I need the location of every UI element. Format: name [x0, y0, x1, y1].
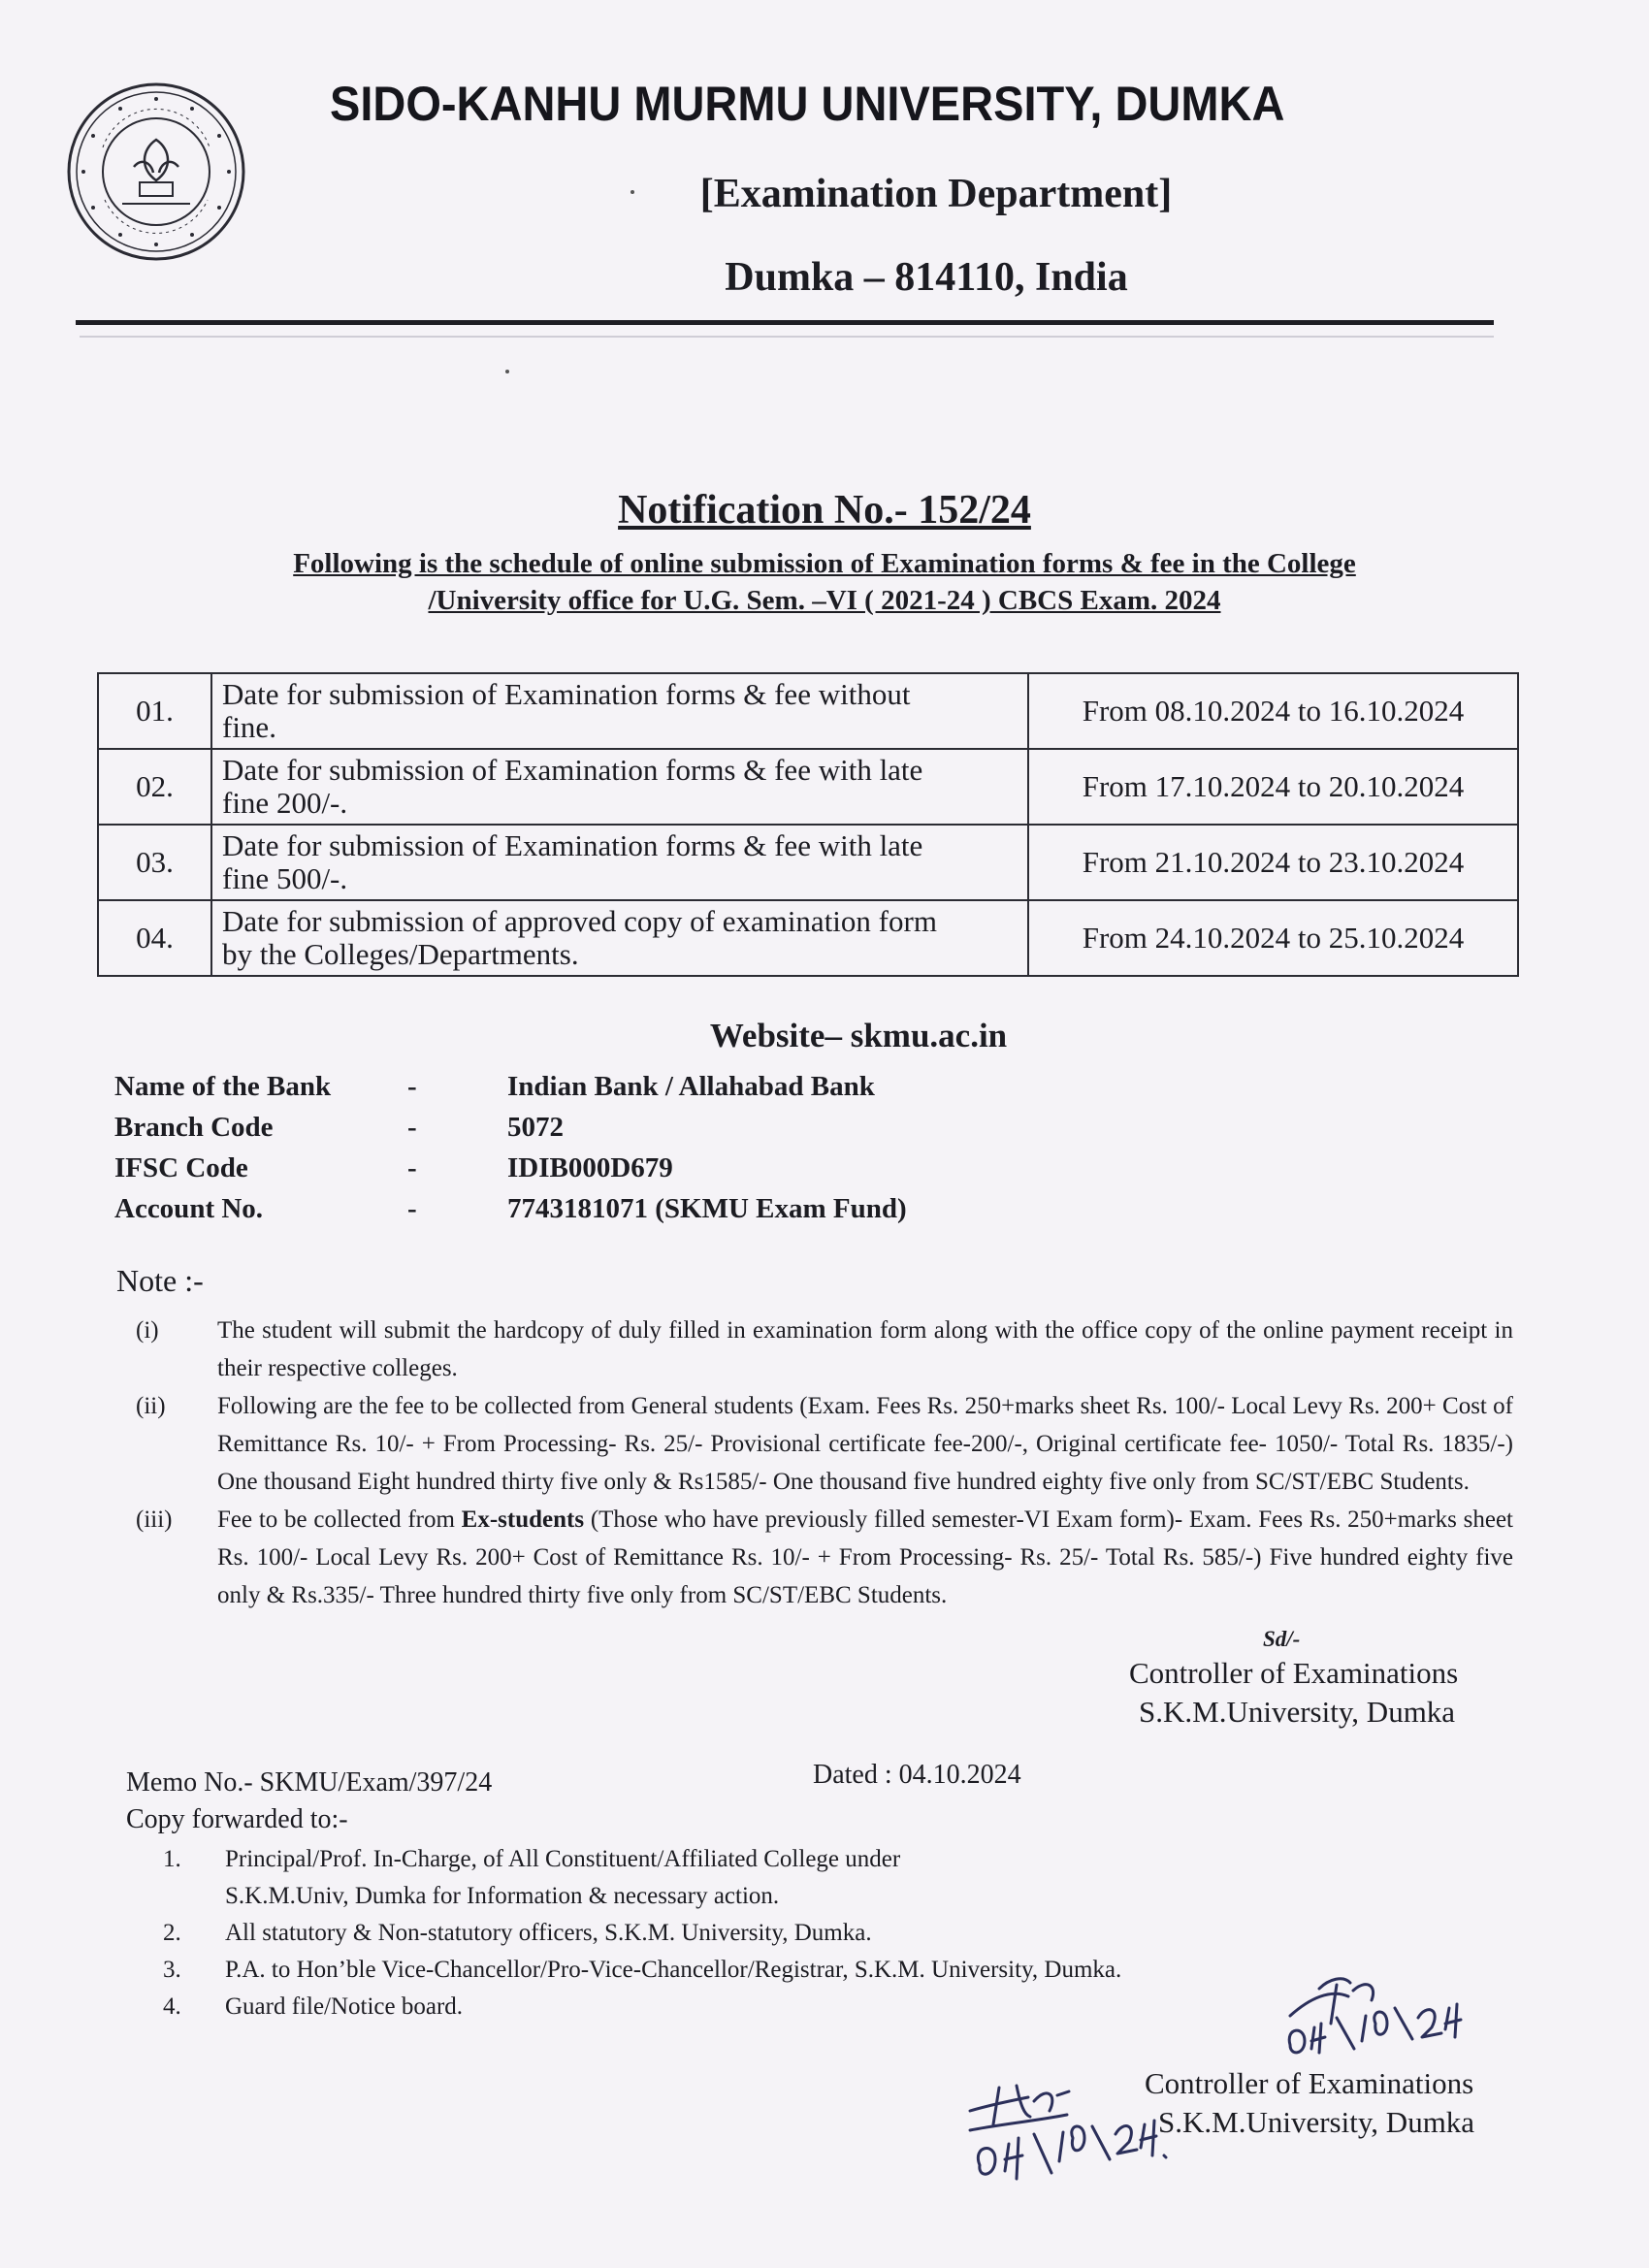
bank-label: IFSC Code — [114, 1152, 248, 1183]
bank-label: Account No. — [114, 1193, 264, 1224]
row-description — [211, 673, 1028, 749]
copy-text-line-1: Principal/Prof. In-Charge, of All Constituent/Affiliated College under — [225, 1846, 901, 1872]
row-number: 02. — [98, 749, 211, 825]
list-item — [136, 1501, 1513, 1614]
website-link[interactable]: Website– skmu.ac.in — [709, 1017, 1008, 1054]
stray-mark-icon — [505, 370, 509, 373]
row-description-line-2: by the Colleges/Departments. — [222, 937, 579, 971]
memo-date: Dated : 04.10.2024 — [813, 1760, 1021, 1790]
department-name: [Examination Department] — [699, 172, 1173, 216]
row-description — [211, 825, 1028, 900]
signatory-title: Controller of Examinations — [1129, 1656, 1459, 1690]
note-text-start: Fee to be collected from — [217, 1507, 462, 1533]
list-item — [163, 1989, 1327, 2025]
signature-lower-left-icon — [970, 2086, 1069, 2124]
bank-value: Indian Bank / Allahabad Bank — [507, 1071, 875, 1102]
list-item — [163, 1952, 1327, 1989]
table-row — [98, 900, 1518, 976]
row-number: 03. — [98, 825, 211, 900]
bank-dash: - — [407, 1152, 417, 1183]
notification-subtitle-line-2: /University office for U.G. Sem. –VI ( 2021-24 ) CBCS Exam. 2024 — [428, 585, 1221, 616]
row-description — [211, 900, 1028, 976]
row-description-line-2: fine. — [222, 710, 276, 744]
university-address: Dumka – 814110, India — [725, 255, 1128, 300]
row-description-line-1: Date for submission of Examination forms & fee with late — [222, 828, 923, 862]
signatory-block-1 — [1129, 1654, 1458, 1732]
note-number: (ii) — [136, 1393, 166, 1419]
copy-text: P.A. to Hon’ble Vice-Chancellor/Pro-Vice-Chancellor/Registrar, S.K.M. University, Dumka. — [225, 1957, 1122, 1983]
schedule-table — [97, 672, 1519, 977]
table-row — [98, 673, 1518, 749]
row-number: 04. — [98, 900, 211, 976]
bank-value: 5072 — [507, 1112, 564, 1143]
notification-subtitle-line-1: Following is the schedule of online submission of Examination forms & fee in the College — [293, 548, 1356, 579]
memo-number: Memo No.- SKMU/Exam/397/24 — [126, 1767, 493, 1798]
copy-number: 3. — [163, 1957, 181, 1983]
header-divider-shadow — [80, 336, 1494, 338]
row-description-line-1: Date for submission of approved copy of examination form — [222, 904, 937, 938]
signature-underline-icon — [970, 2115, 1067, 2130]
list-item — [163, 1915, 1327, 1952]
list-item — [163, 1841, 1327, 1915]
signatory-block-2 — [1145, 2064, 1474, 2142]
note-text-bold: Ex-students — [461, 1507, 585, 1533]
signatory-institution: S.K.M.University, Dumka — [1139, 1695, 1456, 1729]
copy-number: 4. — [163, 1993, 181, 2020]
copy-text — [225, 1841, 1327, 1915]
signed-mark: Sd/- — [1263, 1627, 1301, 1651]
row-date-range: From 08.10.2024 to 16.10.2024 — [1028, 673, 1518, 749]
row-description — [211, 749, 1028, 825]
bank-label: Name of the Bank — [114, 1071, 332, 1102]
row-description-line-2: fine 200/-. — [222, 786, 348, 820]
row-description-line-2: fine 500/-. — [222, 861, 348, 895]
signatory-title: Controller of Examinations — [1145, 2066, 1474, 2100]
copy-text: All statutory & Non-statutory officers, S.K.M. University, Dumka. — [225, 1920, 872, 1946]
note-number: (iii) — [136, 1507, 173, 1533]
bank-value: 7743181071 (SKMU Exam Fund) — [507, 1193, 907, 1224]
row-date-range: From 17.10.2024 to 20.10.2024 — [1028, 749, 1518, 825]
note-number: (i) — [136, 1317, 159, 1344]
row-date-range: From 21.10.2024 to 23.10.2024 — [1028, 825, 1518, 900]
note-text-end: (Those who have previously filled semester-VI Exam form)- Exam. Fees Rs. 250+marks sheet Rs. 100/- Local Levy Rs. 200+ Cost of Remittance Rs. 10/- + From Processing- Rs. 25/- Total Rs. 585/-) Five hundred eighty five only & Rs.335/- Three hundred thirty five only from SC/ST/EBC Students. — [217, 1507, 1513, 1608]
row-date-range: From 24.10.2024 to 25.10.2024 — [1028, 900, 1518, 976]
row-description-line-1: Date for submission of Examination forms & fee with late — [222, 753, 923, 787]
note-text: The student will submit the hardcopy of duly filled in examination form along with the office copy of the online payment receipt in their respective colleges. — [217, 1317, 1513, 1381]
notes-list — [136, 1312, 1513, 1614]
copy-forwarded-heading: Copy forwarded to:- — [126, 1804, 348, 1834]
bank-value: IDIB000D679 — [507, 1152, 673, 1183]
bank-dash: - — [407, 1193, 417, 1224]
note-text: Following are the fee to be collected from General students (Exam. Fees Rs. 250+marks sheet Rs. 100/- Local Levy Rs. 200+ Cost of Remittance Rs. 10/- + From Processing- Rs. 25/- Provisional certificate fee-200/-, Original certificate fee- 1050/- Total Rs. 1835/-) One thousand Eight hundred thirty five only & Rs1585/- One thousand five hundred eighty five only from SC/ST/EBC Students. — [217, 1393, 1513, 1495]
notification-number: Notification No.- 152/24 — [618, 488, 1031, 533]
list-item — [136, 1312, 1513, 1387]
header-divider — [76, 320, 1494, 325]
row-description-line-1: Date for submission of Examination forms & fee without — [222, 677, 911, 711]
table-row — [98, 825, 1518, 900]
copy-number: 2. — [163, 1920, 181, 1946]
copy-text: Guard file/Notice board. — [225, 1993, 464, 2020]
signatory-institution: S.K.M.University, Dumka — [1158, 2105, 1475, 2139]
row-number: 01. — [98, 673, 211, 749]
table-row — [98, 749, 1518, 825]
list-item — [136, 1387, 1513, 1501]
bank-dash: - — [407, 1112, 417, 1143]
copy-number: 1. — [163, 1846, 181, 1872]
copy-forward-list — [163, 1841, 1327, 2025]
bank-label: Branch Code — [114, 1112, 274, 1143]
note-text — [217, 1501, 1513, 1614]
university-name: SIDO-KANHU MURMU UNIVERSITY, DUMKA — [330, 77, 1285, 131]
bank-dash: - — [407, 1071, 417, 1102]
note-heading: Note :- — [116, 1263, 204, 1298]
copy-text-line-2: S.K.M.Univ, Dumka for Information & necessary action. — [225, 1883, 780, 1909]
handwritten-date-lower-icon — [978, 2121, 1166, 2179]
